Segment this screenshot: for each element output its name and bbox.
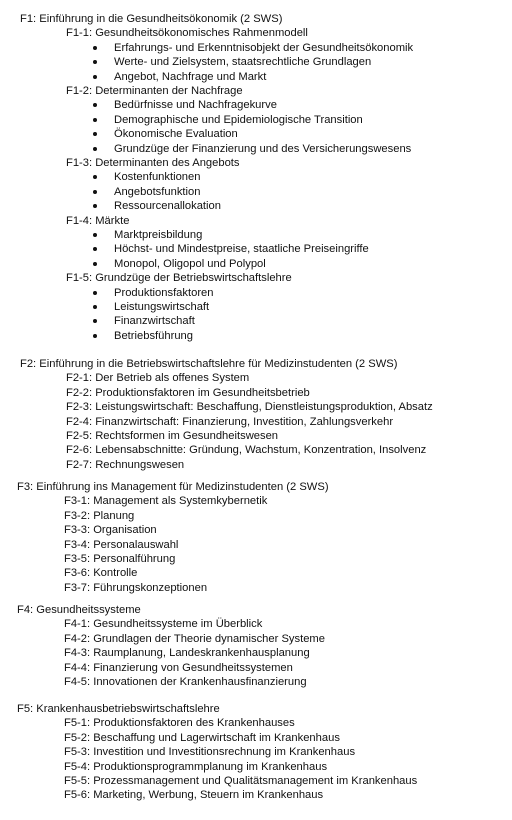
topic-line: F5-2: Beschaffung und Lagerwirtschaft im Krankenhaus	[64, 731, 340, 744]
topic-line: F5-1: Produktionsfaktoren des Krankenhauses	[64, 717, 295, 730]
subsection-title: F1-4: Märkte	[66, 214, 130, 227]
bullet-item: Bedürfnisse und Nachfragekurve	[114, 99, 277, 112]
subsection-title: F1-3: Determinanten des Angebots	[66, 157, 240, 169]
bullet-item: Marktpreisbildung	[114, 229, 203, 241]
bullet-icon	[93, 204, 97, 208]
topic-line: F3-6: Kontrolle	[64, 567, 138, 580]
bullet-item: Betriebsführung	[114, 329, 193, 342]
section-title: F1: Einführung in die Gesundheitsökonomik (2 SWS)	[20, 13, 283, 25]
bullet-icon	[93, 60, 97, 64]
topic-line: F2-5: Rechtsformen im Gesundheitswesen	[66, 430, 279, 442]
bullet-icon	[93, 305, 97, 309]
bullet-item: Grundzüge der Finanzierung und des Versicherungswesens	[114, 142, 412, 155]
bullet-icon	[93, 147, 97, 151]
bullet-icon	[93, 132, 97, 136]
bullet-item: Erfahrungs- und Erkenntnisobjekt der Gesundheitsökonomik	[114, 41, 414, 54]
bullet-item: Produktionsfaktoren	[114, 286, 214, 299]
section-title: F4: Gesundheitssysteme	[17, 604, 141, 616]
topic-line: F5-3: Investition und Investitionsrechnung im Krankenhaus	[64, 746, 356, 759]
topic-line: F2-6: Lebensabschnitte: Gründung, Wachstum, Konzentration, Insolvenz	[66, 444, 427, 457]
bullet-icon	[93, 175, 97, 179]
topic-line: F4-4: Finanzierung von Gesundheitssystemen	[64, 661, 293, 674]
bullet-icon	[93, 75, 97, 79]
topic-line: F2-2: Produktionsfaktoren im Gesundheitsbetrieb	[66, 386, 310, 399]
subsection-title: F1-5: Grundzüge der Betriebswirtschaftslehre	[66, 272, 292, 285]
bullet-icon	[93, 118, 97, 122]
topic-line: F3-1: Management als Systemkybernetik	[64, 495, 268, 508]
section-title: F5: Krankenhausbetriebswirtschaftslehre	[17, 703, 220, 715]
bullet-icon	[93, 334, 97, 338]
bullet-item: Finanzwirtschaft	[114, 315, 195, 328]
subsection-title: F1-2: Determinanten der Nachfrage	[66, 85, 243, 97]
bullet-icon	[93, 103, 97, 107]
topic-line: F3-5: Personalführung	[64, 553, 176, 565]
topic-line: F4-2: Grundlagen der Theorie dynamischer Systeme	[64, 632, 325, 645]
topic-line: F2-4: Finanzwirtschaft: Finanzierung, Investition, Zahlungsverkehr	[66, 415, 394, 428]
topic-line: F2-1: Der Betrieb als offenes System	[66, 372, 250, 385]
bullet-icon	[93, 46, 97, 50]
bullet-item: Monopol, Oligopol und Polypol	[114, 257, 266, 270]
topic-line: F3-4: Personalauswahl	[64, 538, 179, 551]
topic-line: F5-4: Produktionsprogrammplanung im Krankenhaus	[64, 760, 328, 773]
bullet-icon	[93, 262, 97, 266]
bullet-item: Kostenfunktionen	[114, 171, 201, 184]
bullet-icon	[93, 190, 97, 194]
bullet-icon	[93, 233, 97, 237]
bullet-item: Ressourcenallokation	[114, 200, 221, 213]
bullet-item: Ökonomische Evaluation	[114, 128, 238, 141]
bullet-item: Demographische und Epidemiologische Transition	[114, 113, 363, 126]
topic-line: F5-6: Marketing, Werbung, Steuern im Krankenhaus	[64, 789, 324, 802]
section-title: F2: Einführung in die Betriebswirtschaftslehre für Medizinstudenten (2 SWS)	[20, 358, 398, 370]
bullet-icon	[93, 291, 97, 295]
topic-line: F2-3: Leistungswirtschaft: Beschaffung, Dienstleistungsproduktion, Absatz	[66, 401, 433, 414]
topic-line: F3-7: Führungskonzeptionen	[64, 581, 208, 594]
bullet-item: Leistungswirtschaft	[114, 301, 210, 313]
bullet-icon	[93, 247, 97, 251]
topic-line: F3-2: Planung	[64, 509, 135, 522]
topic-line: F4-3: Raumplanung, Landeskrankenhausplanung	[64, 647, 310, 660]
bullet-item: Höchst- und Mindestpreise, staatliche Preiseingriffe	[114, 243, 369, 256]
bullet-icon	[93, 319, 97, 323]
bullet-item: Angebot, Nachfrage und Markt	[114, 70, 267, 83]
section-title: F3: Einführung ins Management für Medizinstudenten (2 SWS)	[17, 481, 329, 493]
bullet-item: Werte- und Zielsystem, staatsrechtliche Grundlagen	[114, 56, 372, 69]
topic-line: F3-3: Organisation	[64, 524, 157, 537]
topic-line: F2-7: Rechnungswesen	[66, 458, 185, 471]
topic-line: F4-1: Gesundheitssysteme im Überblick	[64, 618, 263, 631]
topic-line: F4-5: Innovationen der Krankenhausfinanzierung	[64, 676, 307, 688]
topic-line: F5-5: Prozessmanagement und Qualitätsmanagement im Krankenhaus	[64, 775, 418, 787]
subsection-title: F1-1: Gesundheitsökonomisches Rahmenmodell	[66, 27, 308, 40]
bullet-item: Angebotsfunktion	[114, 185, 201, 198]
